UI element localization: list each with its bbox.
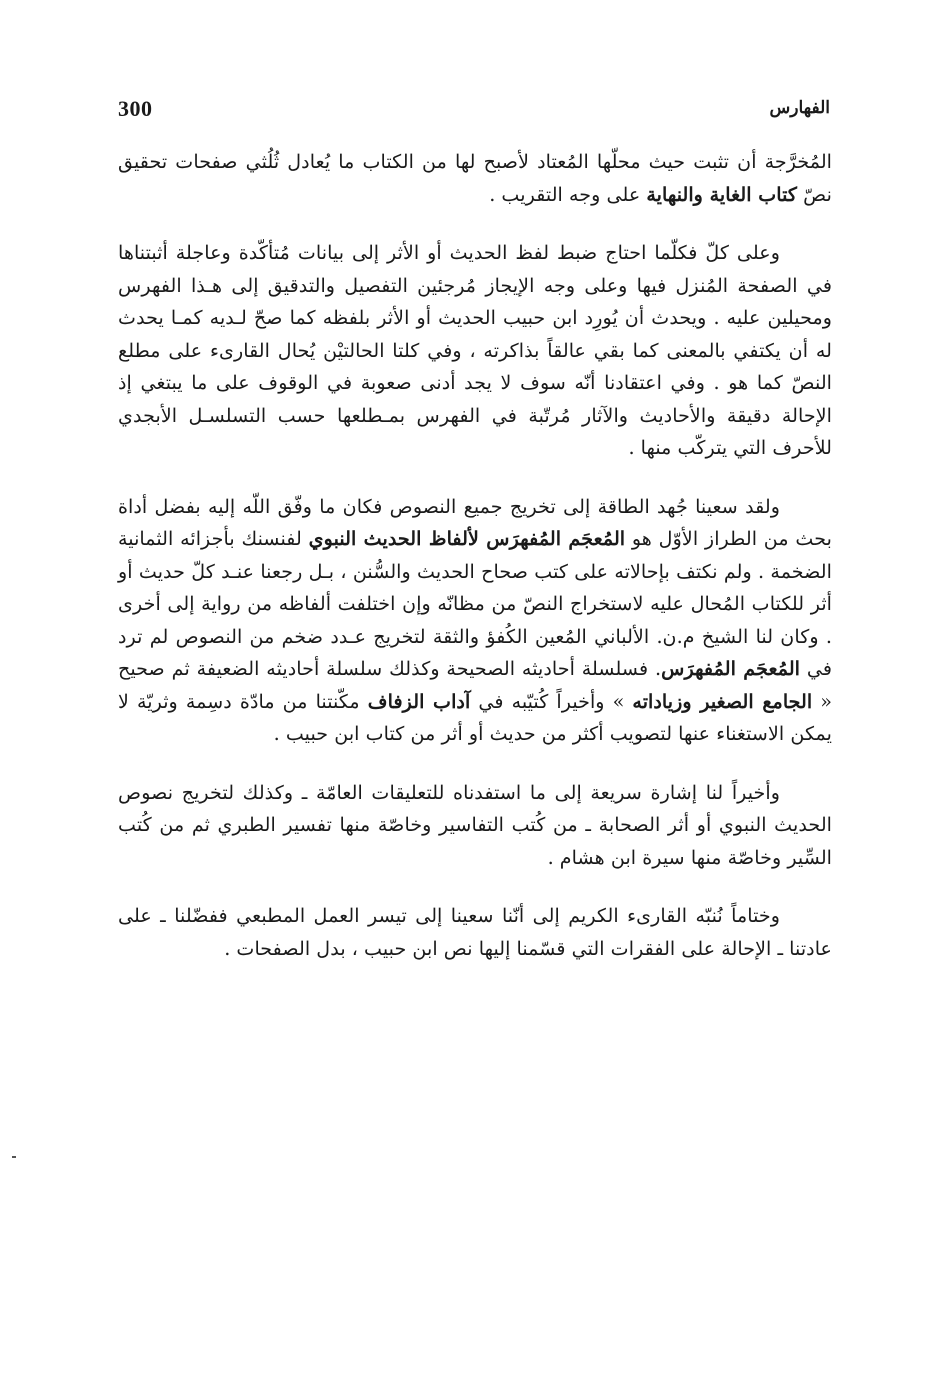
paragraph-text: وعلى كلّ فكلّما احتاج ضبط لفظ الحديث أو الأثر إلى بيانات مُتأكّدة وعاجلة أثبتناها في الصفحة المُنزل فيها وعلى وجه الإيجاز مُرجئين التفصيل والتدقيق إلى هـذا الفهرس ومحيلين عليه . ويحدث أن يُورِد ابن حبيب الحديث أو الأثر بلفظه كما صحّ لـديه كمـا يحدث له أن يكتفي بالمعنى كما بقي عالقاً بذاكرته ، وفي كلتا الحالتيْن يُحال القارىء على مطلع النصّ كما هو . وفي اعتقادنا أنّه سوف لا يجد أدنى صعوبة في الوقوف على ما يبتغي إذ الإحالة دقيقة والأحاديث والآثار مُرتّبة في الفهرس بمـطلعها حسب التسلسـل الأبجدي للأحرف التي يتركّب منها . xyxy=(118,241,832,459)
paragraph-4 xyxy=(118,777,832,875)
paragraph-1 xyxy=(118,146,832,211)
running-title: الفهارس xyxy=(769,98,830,118)
bold-title-text: كتاب الغاية والنهاية xyxy=(646,182,798,206)
paragraph-text: لفنسنك بأجزائه الثمانية الضخمة . ولم نكتف بإحالاته على كتب صحاح الحديث والسُّنن ، بـل رجعنا عنـد كلّ حديث أو أثر للكتاب المُحال عليه لاستخراج النصّ من مظانّه وإن اختلفت ألفاظه من رواية إلى أخرى . وكان لنا الشيخ م.ن. الألباني المُعين الكُفؤ والثقة لتخريج عـدد ضخم من النصوص لم ترد في xyxy=(118,527,832,680)
scan-speck xyxy=(12,1156,16,1158)
paragraph-text: » وأخيراً كُتيّبه في xyxy=(470,689,633,713)
paragraph-text: على وجه التقريب . xyxy=(489,182,647,206)
bold-title-text: الجامع الصغير وزياداته xyxy=(632,689,813,713)
paragraph-3 xyxy=(118,491,832,751)
paragraph-text: . فسلسلة أحاديثه الصحيحة وكذلك سلسلة أحاديثه الضعيفة ثم صحيح « xyxy=(118,657,833,713)
bold-title-text: المُعجَم المُفهرَس xyxy=(661,657,800,680)
bold-title-text: المُعجَم المُفهرَس لألفاظ الحديث النبوي xyxy=(308,527,626,550)
paragraph-text: المُخرَّجة أن تثبت حيث محلّها المُعتاد لأصبح لها من الكتاب ما يُعادل ثُلُثي صفحات تحقيق نصّ xyxy=(118,150,832,206)
paragraph-text: ولقد سعينا جُهد الطاقة إلى تخريج جميع النصوص فكان ما وفّق اللّه إليه بفضل أداة بحث من الطراز الأوّل هو xyxy=(118,494,833,550)
paragraph-text: وأخيراً لنا إشارة سريعة إلى ما استفدناه للتعليقات العامّة ـ وكذلك لتخريج نصوص الحديث النبوي أو أثر الصحابة ـ من كُتب التفاسير وخاصّة منها تفسير الطبري ثم من كُتب السِّير وخاصّة منها سيرة ابن هشام . xyxy=(118,780,832,869)
bold-title-text: آداب الزفاف xyxy=(367,689,471,713)
page-header xyxy=(118,96,830,126)
paragraph-2 xyxy=(118,237,832,465)
page-number: 300 xyxy=(118,96,153,121)
paragraph-text: وختاماً نُنبّه القارىء الكريم إلى أنّنا سعينا إلى تيسر العمل المطبعي ففضّلنا ـ على عادتنا ـ الإحالة على الفقرات التي قسّمنا إليها نص ابن حبيب ، بدل الصفحات . xyxy=(118,904,832,960)
paragraph-text: مكّنتنا من مادّة دسِمة وثريّة لا يمكن الاستغناء عنها لتصويب أكثر من حديث أو أثر من كتاب ابن حبيب . xyxy=(118,689,832,745)
body-text xyxy=(118,146,832,991)
paragraph-5 xyxy=(118,900,832,965)
